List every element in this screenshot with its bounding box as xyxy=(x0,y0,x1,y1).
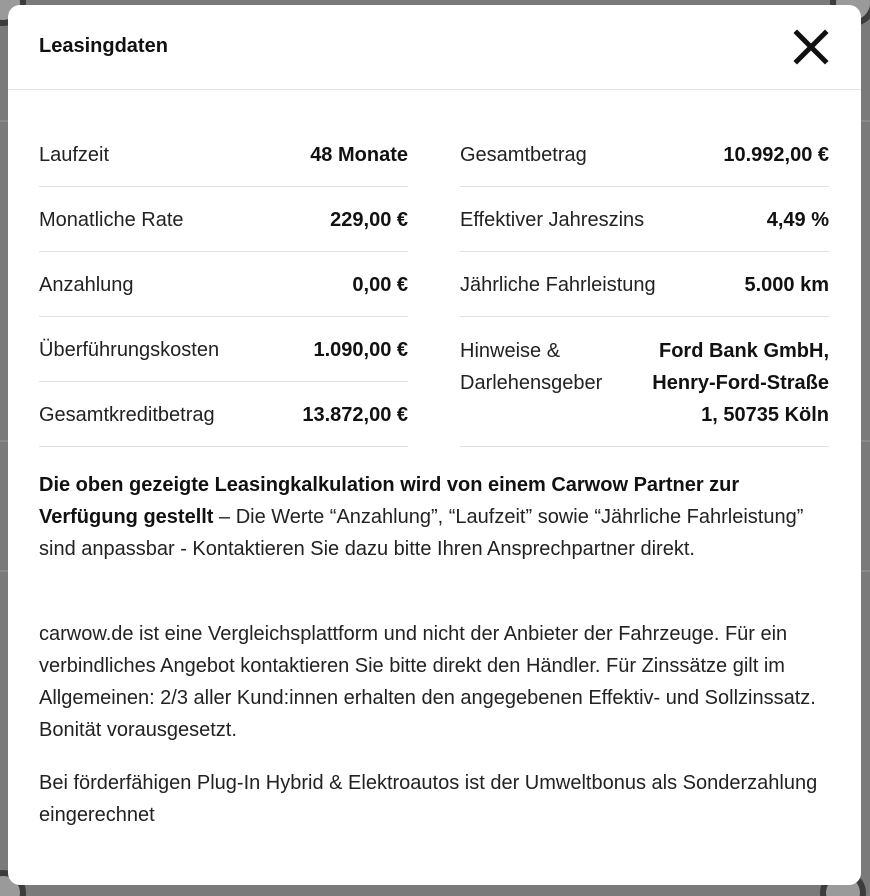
disclaimer-bold: Die oben gezeigte Leasingkalkulation wird von einem Carwow Partner zur Verfügung gestellt xyxy=(39,474,740,528)
detail-label: Laufzeit xyxy=(39,144,110,166)
bonus-note: Bei förderfähigen Plug-In Hybrid & Elektroautos ist der Umweltbonus als Sonderzahlung eingerechnet xyxy=(39,772,818,826)
detail-row-darlehensgeber xyxy=(460,317,829,447)
modal-header xyxy=(8,5,861,90)
detail-label: Jährliche Fahrleistung xyxy=(460,274,656,296)
close-icon xyxy=(791,27,831,67)
detail-label: Überführungskosten xyxy=(39,339,220,361)
detail-value: 229,00 € xyxy=(330,209,408,231)
platform-note: carwow.de ist eine Vergleichsplattform und nicht der Anbieter der Fahrzeuge. Für ein verbindliches Angebot kontaktieren Sie bitte direkt den Händler. Für Zinssätze gilt im Allgemeinen: 2/3 aller Kund:innen erhalten den angegebenen Effektiv- und Sollzinssatz. Bonität vorausgesetzt. xyxy=(39,623,816,741)
detail-row-gesamtbetrag xyxy=(460,125,829,187)
detail-value: 13.872,00 € xyxy=(302,404,408,426)
detail-row-anzahlung xyxy=(39,252,408,317)
detail-row-laufzeit xyxy=(39,125,408,187)
left-details-column xyxy=(39,125,408,447)
detail-row-effektiver-jahreszins xyxy=(460,187,829,252)
disclaimer-text xyxy=(39,469,829,565)
close-button[interactable] xyxy=(791,27,831,67)
detail-value: 5.000 km xyxy=(744,274,829,296)
detail-row-ueberfuehrungskosten xyxy=(39,317,408,382)
right-details-column xyxy=(460,125,829,447)
leasing-details-grid xyxy=(39,125,829,447)
detail-label: Anzahlung xyxy=(39,274,134,296)
detail-value: 48 Monate xyxy=(310,144,408,166)
disclaimer-rest: – Die Werte “Anzahlung”, “Laufzeit” sowie “Jährliche Fahrleistung” sind anpassbar - Kontaktieren Sie dazu bitte Ihren Ansprechpartner direkt. xyxy=(39,506,804,560)
detail-label: Effektiver Jahreszins xyxy=(460,209,645,231)
leasing-modal xyxy=(8,5,861,885)
detail-row-jaehrliche-fahrleistung xyxy=(460,252,829,317)
modal-title: Leasingdaten xyxy=(39,35,168,57)
detail-row-gesamtkreditbetrag xyxy=(39,382,408,447)
detail-label: Hinweise & Darlehensgeber xyxy=(460,340,603,394)
detail-value: 0,00 € xyxy=(352,274,408,296)
detail-value: Ford Bank GmbH, Henry-Ford-Straße 1, 50735 Köln xyxy=(652,340,829,426)
detail-value: 4,49 % xyxy=(766,209,829,231)
detail-value: 1.090,00 € xyxy=(313,339,408,361)
detail-value: 10.992,00 € xyxy=(723,144,829,166)
detail-label: Monatliche Rate xyxy=(39,209,184,231)
detail-row-monatliche-rate xyxy=(39,187,408,252)
detail-label: Gesamtkreditbetrag xyxy=(39,404,215,426)
detail-label: Gesamtbetrag xyxy=(460,144,587,166)
